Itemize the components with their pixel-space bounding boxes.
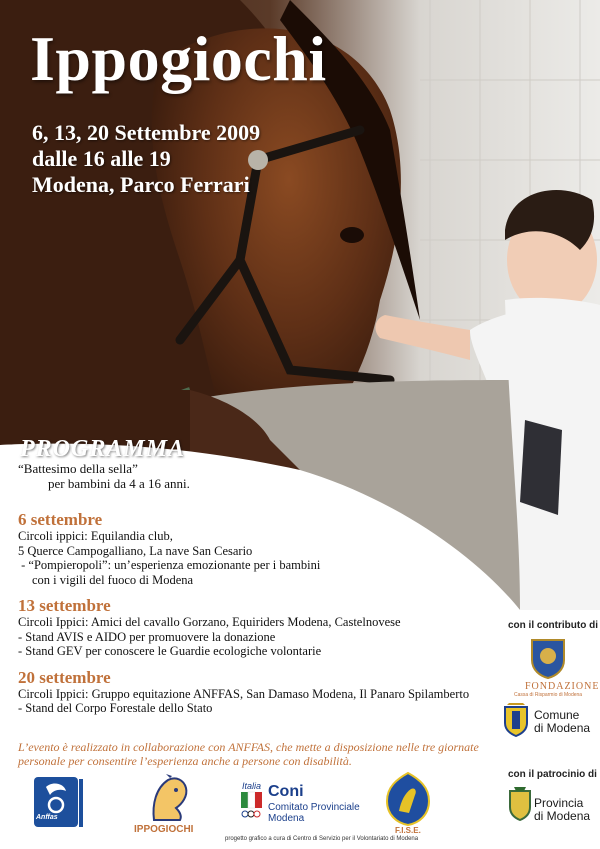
coni-country: Italia: [242, 781, 262, 791]
section-date: 20 settembre: [18, 667, 111, 687]
patrocinio-label: con il patrocinio di: [508, 769, 597, 780]
section-line: Circoli Ippici: Amici del cavallo Gorzano, Equiriders Modena, Castelnovese: [18, 615, 401, 629]
ippogiochi-horse-icon: [146, 774, 196, 824]
section-date: 6 settembre: [18, 510, 103, 529]
fise-label: F.I.S.E.: [395, 826, 421, 835]
event-place: Modena, Parco Ferrari: [32, 172, 250, 197]
provincia-line2: di Modena: [534, 809, 591, 823]
contributo-label: con il contributo di: [508, 620, 598, 631]
design-credit: progetto grafico a cura di Centro di Servizio per il Volontariato di Modena: [225, 836, 419, 842]
program-sections: [18, 510, 518, 725]
anffas-logo: [32, 775, 86, 831]
fondazione-crest-icon: [528, 636, 568, 680]
section-date: 13 settembre: [18, 596, 111, 615]
coni-name: Coni: [268, 783, 304, 800]
fise-shield-icon: [385, 771, 431, 827]
section-line: - Stand GEV per conoscere le Guardie ecologiche volontarie: [18, 644, 322, 658]
coni-shield-icon: [240, 791, 264, 819]
programma-heading: PROGRAMMA: [20, 436, 186, 462]
comune-line1: Comune: [534, 708, 580, 722]
programma-subtitle: [18, 461, 258, 491]
fondazione-sub: Cassa di Risparmio di Modena: [514, 692, 583, 698]
section-line: con i vigili del fuoco di Modena: [32, 572, 194, 587]
provincia-line1: Provincia: [534, 796, 584, 810]
event-title: Ippogiochi: [30, 23, 327, 94]
section-line: - Stand del Corpo Forestale dello Stato: [18, 701, 213, 715]
section-line: - “Pompieropoli”: un’esperienza emozionante per i bambini: [18, 558, 321, 572]
coni-committee: [268, 802, 360, 824]
collaboration-note: L’evento è realizzato in collaborazione con ANFFAS, che mette a disposizione nelle tre giornate personale per consentire l’esperienza anche a persone con disabilità.: [18, 740, 479, 768]
provincia-name: [534, 797, 590, 823]
coni-line2: Modena: [268, 813, 305, 824]
programma-subtitle-line1: “Battesimo della sella”: [18, 461, 138, 476]
section-line: 5 Querce Campogalliano, La nave San Cesario: [18, 543, 253, 558]
event-info: [32, 120, 260, 198]
anffas-label: Anffas: [36, 814, 58, 821]
section-line: Circoli Ippici: Gruppo equitazione ANFFAS, San Damaso Modena, Il Panaro Spilamberto: [18, 686, 470, 701]
section-20-settembre: [18, 668, 518, 716]
section-line: - Stand AVIS e AIDO per promuovere la donazione: [18, 629, 276, 644]
event-hours: dalle 16 alle 19: [32, 146, 171, 171]
horse-eye: [340, 227, 364, 243]
comune-line2: di Modena: [534, 721, 591, 735]
section-line: Circoli ippici: Equilandia club,: [18, 529, 173, 543]
coni-line1: Comitato Provinciale: [268, 802, 360, 813]
section-13-settembre: [18, 596, 518, 659]
fondazione-name: FONDAZIONE: [525, 681, 600, 692]
programma-subtitle-line2: per bambini da 4 a 16 anni.: [48, 476, 190, 491]
provincia-crest-icon: [508, 785, 532, 821]
comune-crest-icon: [503, 703, 529, 737]
section-6-settembre: [18, 510, 518, 587]
ippogiochi-label: IPPOGIOCHI: [134, 824, 194, 835]
event-dates: 6, 13, 20 Settembre 2009: [32, 120, 261, 145]
comune-name: [534, 709, 590, 735]
